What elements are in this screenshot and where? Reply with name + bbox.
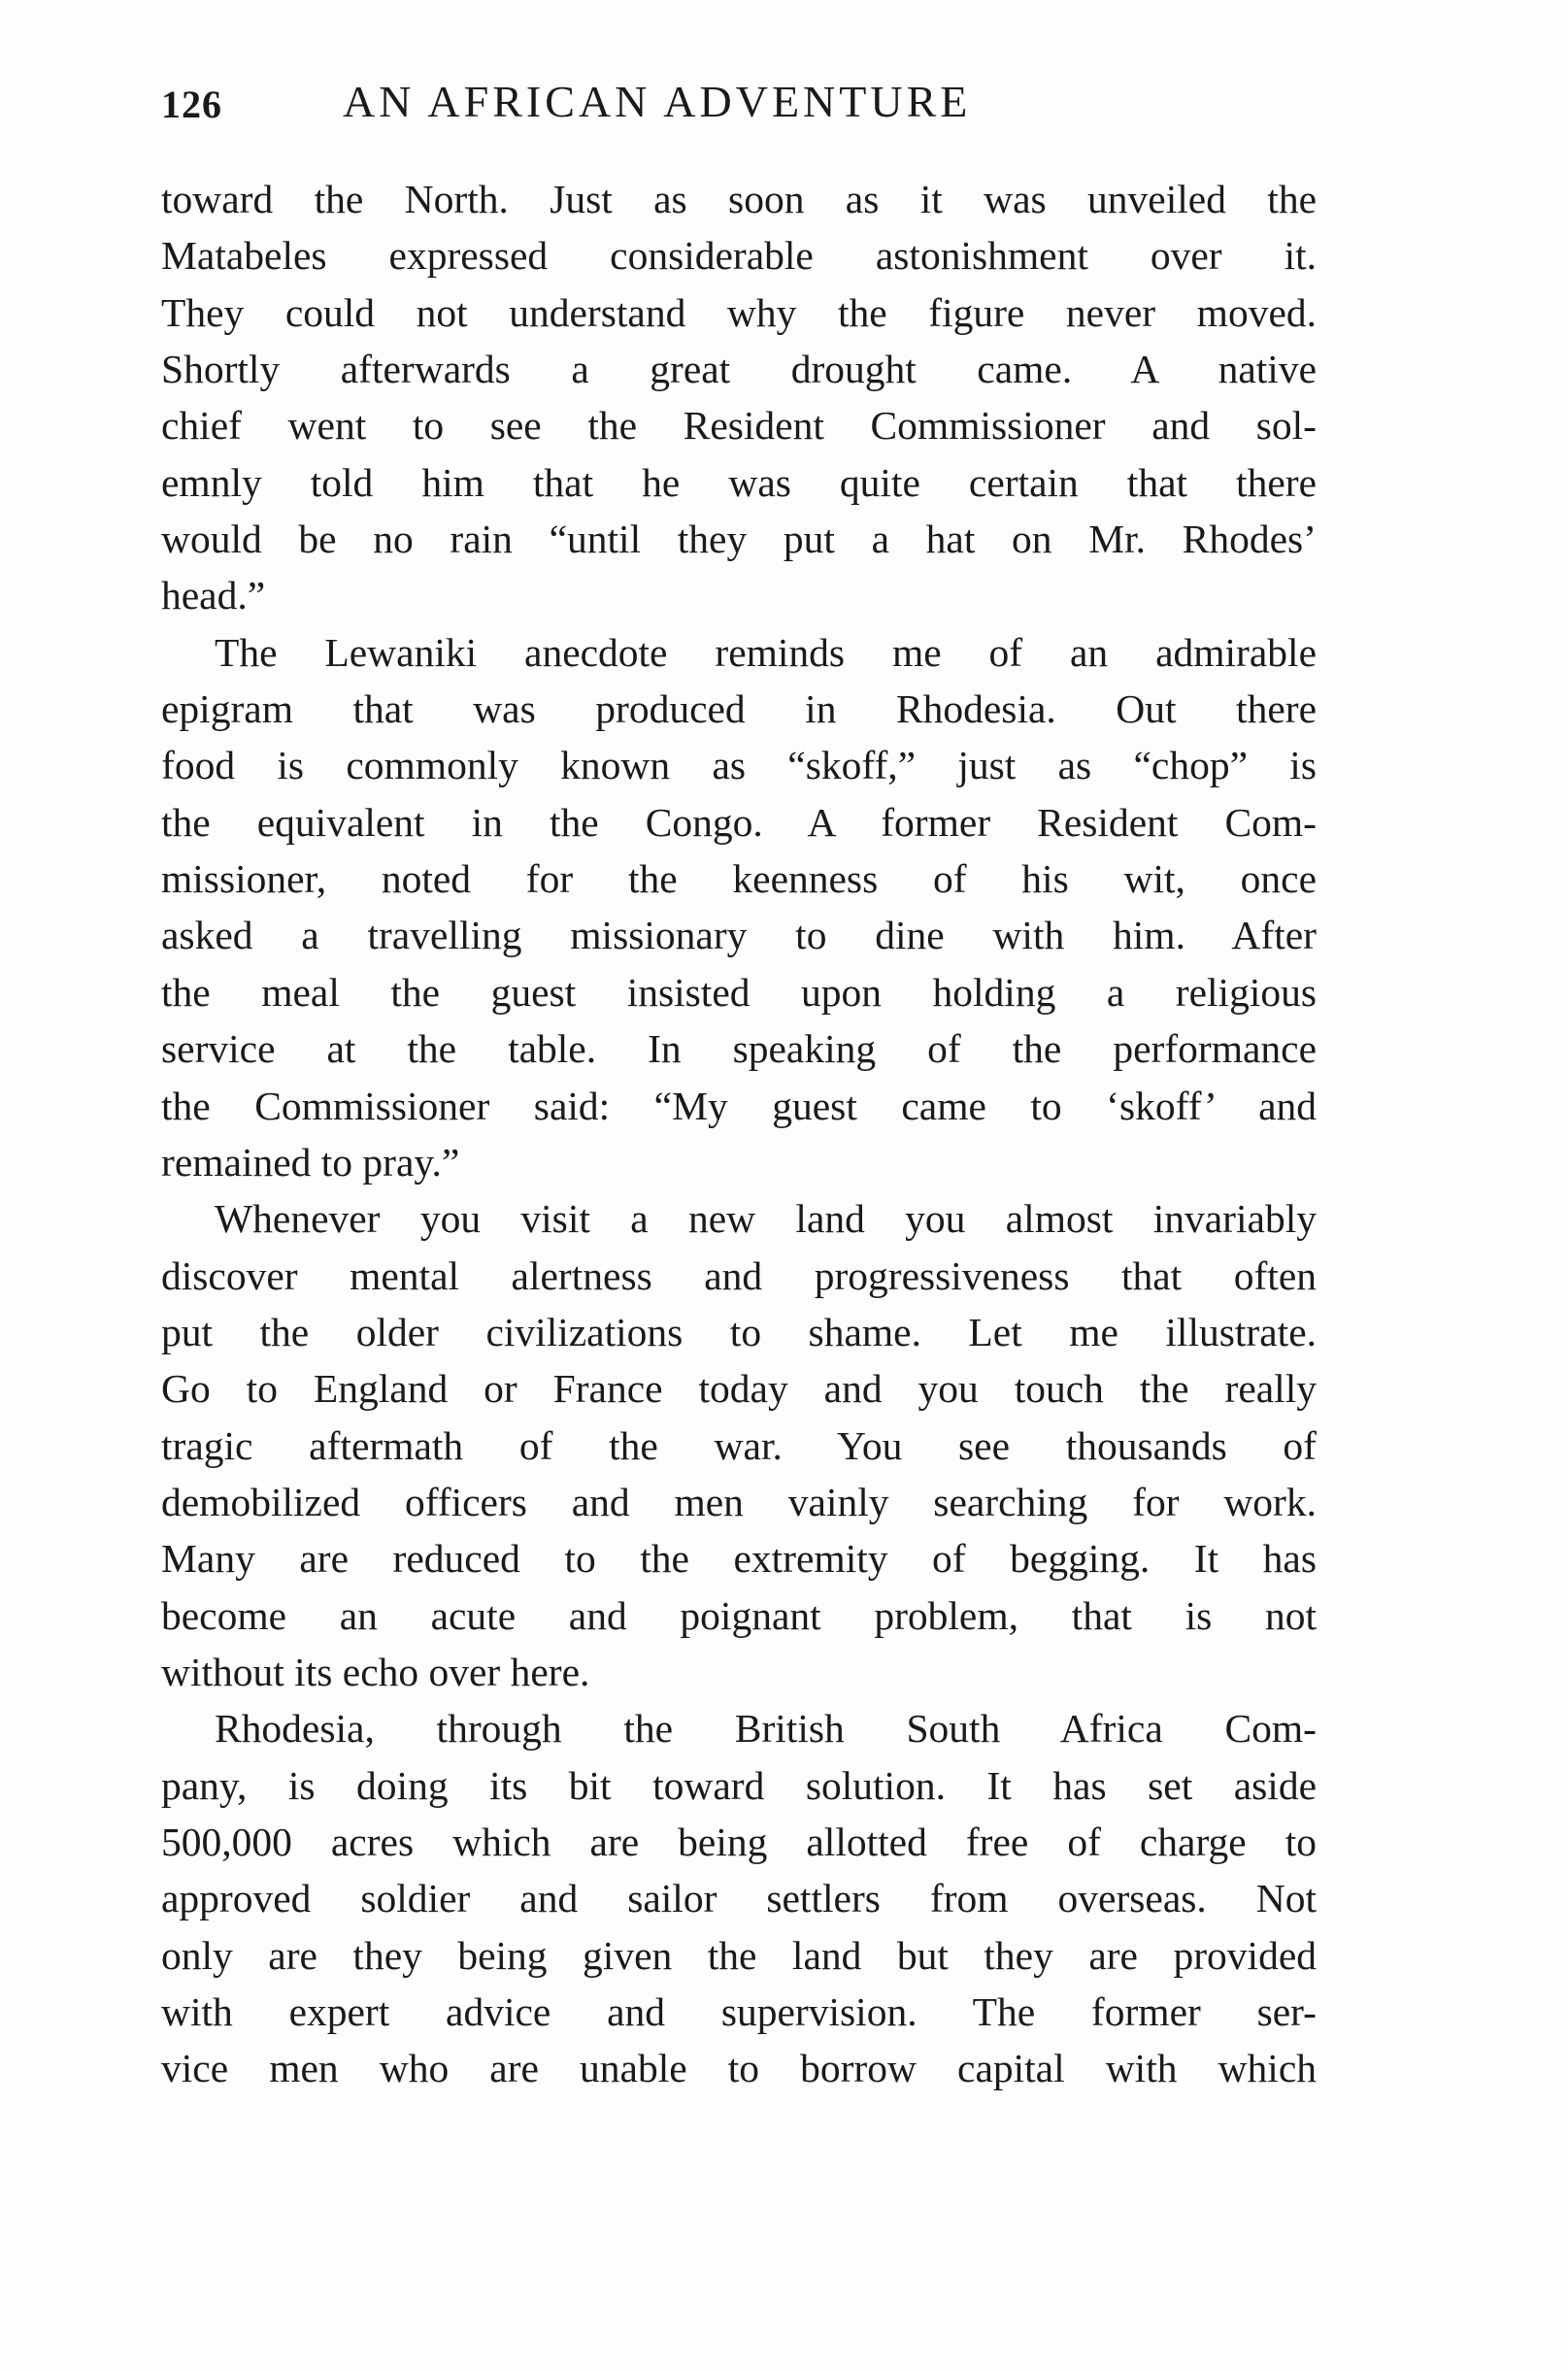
text-line: demobilized officers and men vainly searching for work. [161, 1479, 1317, 1524]
text-line: approved soldier and sailor settlers from overseas. Not [161, 1876, 1317, 1921]
text-line: missioner, noted for the keenness of his wit, once [161, 856, 1317, 902]
text-line: emnly told him that he was quite certain that there [161, 459, 1317, 505]
text-line: discover mental alertness and progressiveness that often [161, 1252, 1317, 1298]
text-line: asked a travelling missionary to dine with him. After [161, 913, 1317, 958]
text-line: the meal the guest insisted upon holding a religious [161, 969, 1317, 1015]
text-line: Shortly afterwards a great drought came. A native [161, 347, 1317, 392]
text-line: toward the North. Just as soon as it was unveiled the [161, 177, 1317, 221]
page-number: 126 [161, 83, 222, 126]
text-line: The Lewaniki anecdote reminds me of an admirable [215, 629, 1317, 675]
text-line: tragic aftermath of the war. You see thousands of [161, 1422, 1317, 1468]
text-line: service at the table. In speaking of the performance [161, 1026, 1317, 1072]
text-line: Matabeles expressed considerable astonishment over it. [161, 233, 1317, 279]
running-title: AN AFRICAN ADVENTURE [343, 77, 972, 126]
body-text [161, 171, 1317, 2097]
text-line: chief went to see the Resident Commissioner and sol- [161, 403, 1317, 449]
text-line: epigram that was produced in Rhodesia. Out there [161, 686, 1317, 732]
text-line: would be no rain “until they put a hat on Mr. Rhodes’ [161, 517, 1317, 562]
text-line: head.” [161, 573, 266, 618]
text-line: remained to pray.” [161, 1139, 460, 1185]
text-line: pany, is doing its bit toward solution. It has set aside [161, 1762, 1317, 1808]
text-line: only are they being given the land but they are provided [161, 1932, 1317, 1978]
text-line: Whenever you visit a new land you almost invariably [215, 1196, 1317, 1242]
text-line: without its echo over here. [161, 1649, 590, 1694]
text-line: 500,000 acres which are being allotted free of charge to [161, 1819, 1317, 1864]
text-line: Go to England or France today and you touch the really [161, 1366, 1317, 1412]
text-line: They could not understand why the figure never moved. [161, 289, 1317, 335]
text-line: with expert advice and supervision. The former ser- [161, 1989, 1317, 2034]
text-line: become an acute and poignant problem, that is not [161, 1592, 1317, 1638]
page-header [161, 76, 1326, 134]
text-line: Many are reduced to the extremity of begging. It has [161, 1536, 1317, 1582]
text-line: food is commonly known as “skoff,” just as “chop” is [161, 743, 1317, 788]
text-line: Rhodesia, through the British South Africa Com- [215, 1706, 1317, 1752]
text-line: the equivalent in the Congo. A former Resident Com- [161, 799, 1317, 845]
text-line: vice men who are unable to borrow capital with which [161, 2046, 1317, 2091]
text-line: put the older civilizations to shame. Let me illustrate. [161, 1309, 1317, 1354]
text-line: the Commissioner said: “My guest came to ‘skoff’ and [161, 1083, 1317, 1128]
